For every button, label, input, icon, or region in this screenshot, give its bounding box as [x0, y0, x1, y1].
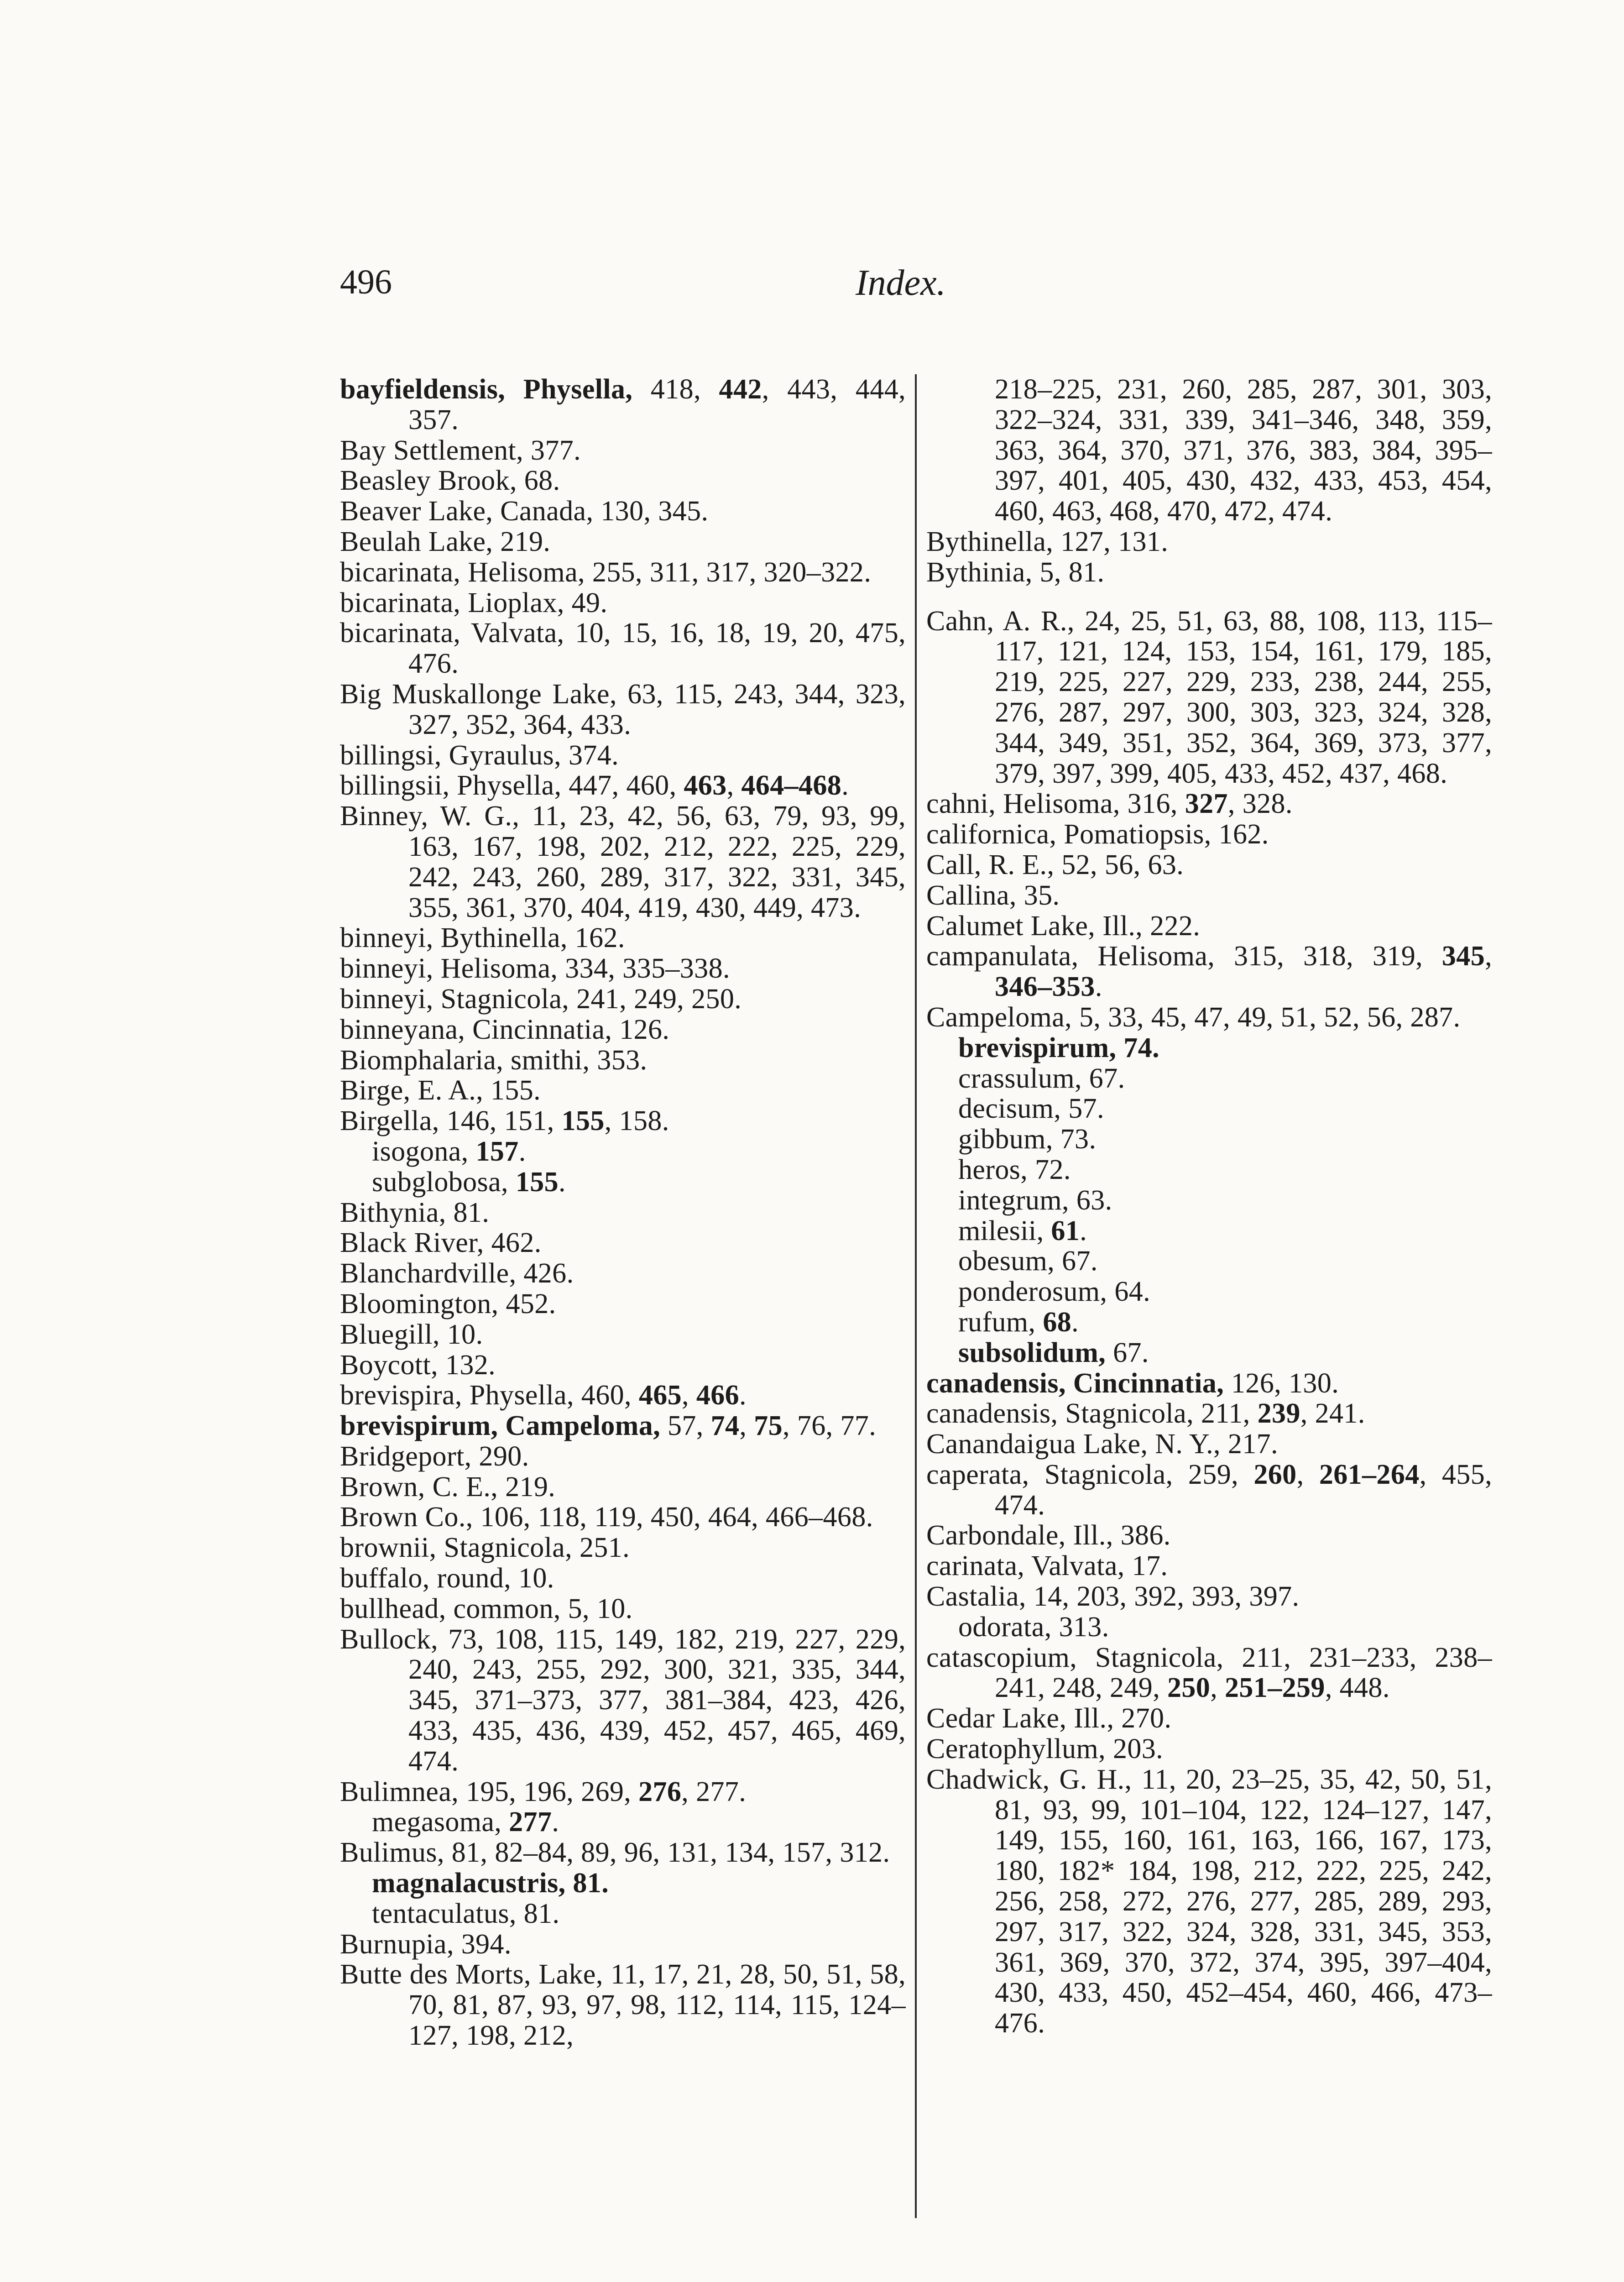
index-entry: [926, 911, 1492, 942]
index-text: Burnupia, 394.: [340, 1928, 512, 1960]
index-entry: [340, 618, 906, 679]
index-entry: [926, 557, 1492, 588]
index-entry: [340, 374, 906, 435]
index-text: , 158.: [604, 1105, 669, 1137]
index-text: Binney, W. G., 11, 23, 42, 56, 63, 79, 93, 99, 163, 167, 198, 202, 212, 222, 225, 229, 242, 243, 260, 289, 317, 322, 331, 345, 355, 361, 370, 404, 419, 430, 449, 473.: [340, 801, 906, 923]
index-entry: [340, 466, 906, 496]
index-entry: [926, 1643, 1492, 1704]
index-text: cahni, Helisoma, 316,: [926, 788, 1185, 820]
index-entry: [926, 374, 1492, 527]
index-entry: [340, 1258, 906, 1289]
index-entry: [340, 1929, 906, 1960]
index-text: ,: [726, 770, 742, 801]
index-text-bold: 345: [1441, 941, 1485, 972]
index-entry: [340, 1045, 906, 1076]
index-text: gibbum, 73.: [958, 1124, 1097, 1155]
index-text: , 277.: [681, 1776, 747, 1807]
index-text: Campeloma, 5, 33, 45, 47, 49, 51, 52, 56, 287.: [926, 1001, 1461, 1033]
page-header: [340, 262, 965, 313]
index-entry: [340, 1624, 906, 1777]
index-entry: [340, 740, 906, 771]
index-entry: [926, 789, 1492, 819]
index-entry: [340, 1594, 906, 1624]
index-text: caperata, Stagnicola, 259,: [926, 1459, 1254, 1490]
index-text: 218–225, 231, 260, 285, 287, 301, 303, 322–324, 331, 339, 341–346, 348, 359, 363, 364, 370, 371, 376, 383, 384, 395–397, 401, 405, 430, 432, 433, 453, 454, 460, 463, 468, 470, 472, 474.: [995, 374, 1492, 527]
index-text-bold: brevispirum, Campeloma,: [340, 1410, 661, 1442]
index-entry: [340, 1411, 906, 1441]
index-text: catascopium, Stagnicola, 211, 231–233, 238–241, 248, 249,: [926, 1642, 1492, 1704]
index-text-bold: 251–259: [1225, 1672, 1325, 1704]
index-subentry: [926, 1033, 1492, 1063]
index-entry: [926, 1581, 1492, 1612]
index-entry: [340, 1106, 906, 1136]
index-entry: [340, 1289, 906, 1319]
index-entry: [926, 819, 1492, 850]
index-text: campanulata, Helisoma, 315, 318, 319,: [926, 941, 1442, 972]
index-text-bold: bayfieldensis, Physella,: [340, 374, 633, 405]
index-entry: [926, 1460, 1492, 1521]
index-text-bold: 61: [1051, 1215, 1080, 1246]
index-subentry: [926, 1094, 1492, 1124]
index-entry: [340, 557, 906, 588]
index-text: Ceratophyllum, 203.: [926, 1733, 1164, 1765]
index-entry: [340, 1015, 906, 1045]
index-text-bold: 68: [1043, 1306, 1072, 1338]
index-entry: [926, 1764, 1492, 2039]
index-text: .: [739, 1380, 747, 1411]
index-text: Boycott, 132.: [340, 1349, 496, 1381]
index-entry: [340, 1441, 906, 1472]
index-text: carinata, Valvata, 17.: [926, 1550, 1168, 1582]
index-text: Chadwick, G. H., 11, 20, 23–25, 35, 42, 50, 51, 81, 93, 99, 101–104, 122, 124–127, 147, 149, 155, 160, 161, 163, 166, 167, 173, 180, 182* 184, 198, 212, 222, 225, 242, 256, 258, 272, 276, 277, 285, 289, 293, 297, 317, 322, 324, 328, 331, 345, 353, 361, 369, 370, 372, 374, 395, 397–404, 430, 433, 450, 452–454, 460, 466, 473–476.: [926, 1764, 1492, 2039]
index-text: , 76, 77.: [783, 1410, 877, 1442]
index-subentry: [340, 1136, 906, 1167]
index-entry: [926, 1429, 1492, 1460]
index-text: megasoma,: [372, 1806, 509, 1838]
index-subentry: [926, 1338, 1492, 1368]
index-text: Call, R. E., 52, 56, 63.: [926, 849, 1184, 880]
index-text: .: [841, 770, 849, 801]
index-text: ponderosum, 64.: [958, 1276, 1151, 1308]
index-text: Beulah Lake, 219.: [340, 526, 551, 557]
index-subentry: [926, 1307, 1492, 1338]
index-entry: [926, 941, 1492, 1002]
index-subentry: [340, 1868, 906, 1899]
index-entry: [926, 1520, 1492, 1551]
index-text: binneyana, Cincinnatia, 126.: [340, 1014, 670, 1045]
index-text: decisum, 57.: [958, 1093, 1104, 1125]
index-text: Bridgeport, 290.: [340, 1440, 529, 1472]
index-text: 57,: [660, 1410, 711, 1442]
index-subentry: [926, 1277, 1492, 1307]
index-entry: [340, 953, 906, 984]
index-text: Canandaigua Lake, N. Y., 217.: [926, 1429, 1278, 1460]
index-entry: [340, 679, 906, 740]
index-text: billingsii, Physella, 447, 460,: [340, 770, 684, 801]
index-text: Black River, 462.: [340, 1227, 542, 1259]
index-text: tentaculatus, 81.: [372, 1898, 560, 1929]
index-text: bicarinata, Helisoma, 255, 311, 317, 320–322.: [340, 556, 872, 588]
page-number: 496: [340, 263, 392, 301]
index-text-bold: 346–353: [995, 971, 1095, 1003]
index-column-left: [340, 374, 906, 2051]
index-entry: [340, 527, 906, 557]
index-text: , 448.: [1325, 1672, 1390, 1704]
index-text-bold: 155: [515, 1166, 559, 1198]
index-text: buffalo, round, 10.: [340, 1563, 554, 1594]
index-text-bold: 442: [719, 374, 762, 405]
index-entry: [926, 1703, 1492, 1734]
index-text-bold: canadensis, Cincinnatia,: [926, 1367, 1224, 1399]
index-text-bold: 157: [475, 1136, 519, 1167]
index-entry: [340, 1075, 906, 1106]
index-text-bold: 463: [684, 770, 727, 801]
index-entry: [926, 850, 1492, 880]
index-text: brownii, Stagnicola, 251.: [340, 1532, 630, 1564]
index-text: obesum, 67.: [958, 1246, 1098, 1277]
index-text: binneyi, Bythinella, 162.: [340, 922, 625, 954]
index-text-bold: 250: [1167, 1672, 1211, 1704]
index-entry: [340, 1228, 906, 1258]
index-entry: [340, 801, 906, 923]
index-entry: [926, 1734, 1492, 1764]
index-text-bold: 277: [509, 1806, 552, 1838]
index-text: .: [518, 1136, 526, 1167]
index-text-bold: brevispirum, 74.: [958, 1032, 1160, 1063]
index-entry: [340, 984, 906, 1015]
index-text: Blanchardville, 426.: [340, 1258, 574, 1289]
index-entry: [926, 880, 1492, 911]
index-text: odorata, 313.: [958, 1611, 1109, 1643]
index-text-bold: 239: [1257, 1398, 1300, 1429]
index-text: ,: [1485, 941, 1492, 972]
index-entry: [340, 923, 906, 953]
index-text: Birgella, 146, 151,: [340, 1105, 562, 1137]
index-entry: [340, 1380, 906, 1411]
index-text-bold: 260: [1253, 1459, 1297, 1490]
index-entry: [340, 1350, 906, 1381]
index-entry: [340, 1502, 906, 1533]
index-text: , 328.: [1227, 788, 1293, 820]
index-text-bold: 466: [696, 1380, 740, 1411]
index-entry: [926, 527, 1492, 557]
index-text-bold: subsolidum,: [958, 1337, 1113, 1368]
index-text: Beasley Brook, 68.: [340, 465, 560, 497]
index-text-bold: 276: [638, 1776, 682, 1807]
index-text: binneyi, Stagnicola, 241, 249, 250.: [340, 983, 742, 1015]
index-entry: [340, 435, 906, 466]
index-text: Butte des Morts, Lake, 11, 17, 21, 28, 50, 51, 58, 70, 81, 87, 93, 97, 98, 112, 114, 115, 124–127, 198, 212,: [340, 1959, 906, 2052]
index-text: canadensis, Stagnicola, 211,: [926, 1398, 1258, 1429]
index-subentry: [926, 1246, 1492, 1277]
index-text: Bulimnea, 195, 196, 269,: [340, 1776, 639, 1807]
index-text: .: [1071, 1306, 1079, 1338]
index-text: billingsi, Gyraulus, 374.: [340, 739, 619, 771]
index-text: , 443, 444, 357.: [408, 374, 906, 435]
index-subentry: [926, 1124, 1492, 1155]
column-divider: [915, 374, 917, 2218]
index-entry: [340, 1837, 906, 1868]
index-text: Beaver Lake, Canada, 130, 345.: [340, 496, 709, 527]
index-entry: [340, 1472, 906, 1502]
index-subentry: [340, 1899, 906, 1929]
index-text: 67.: [1113, 1337, 1149, 1368]
index-text: Bulimus, 81, 82–84, 89, 96, 131, 134, 157, 312.: [340, 1837, 890, 1869]
index-subentry: [926, 1185, 1492, 1216]
index-subentry: [926, 1612, 1492, 1643]
index-text: rufum,: [958, 1306, 1043, 1338]
index-text: ,: [739, 1410, 754, 1442]
index-text: Brown Co., 106, 118, 119, 450, 464, 466–468.: [340, 1502, 873, 1533]
index-text: brevispira, Physella, 460,: [340, 1380, 639, 1411]
index-text: Carbondale, Ill., 386.: [926, 1520, 1171, 1551]
index-text: Cahn, A. R., 24, 25, 51, 63, 88, 108, 113, 115–117, 121, 124, 153, 154, 161, 179, 185, 219, 225, 227, 229, 233, 238, 244, 255, 276, 287, 297, 300, 303, 323, 324, 328, 344, 349, 351, 352, 364, 369, 373, 377, 379, 397, 399, 405, 433, 452, 437, 468.: [926, 605, 1492, 789]
running-head: Index.: [856, 263, 946, 303]
index-text: Bluegill, 10.: [340, 1319, 483, 1350]
index-text-bold: 75: [754, 1410, 783, 1442]
index-text-bold: 465: [638, 1380, 682, 1411]
index-text: .: [1080, 1215, 1087, 1246]
index-text: .: [1095, 971, 1102, 1003]
index-text: integrum, 63.: [958, 1184, 1112, 1216]
index-text: Callina, 35.: [926, 879, 1060, 911]
index-subentry: [340, 1167, 906, 1198]
index-entry: [340, 1198, 906, 1228]
index-subentry: [926, 1063, 1492, 1094]
index-text: subglobosa,: [372, 1166, 516, 1198]
index-entry: [926, 1398, 1492, 1429]
index-text: Brown, C. E., 219.: [340, 1471, 556, 1502]
index-entry: [340, 1563, 906, 1594]
index-text: isogona,: [372, 1136, 476, 1167]
index-text: .: [552, 1806, 559, 1838]
index-text: Bloomington, 452.: [340, 1288, 556, 1319]
index-entry: [340, 496, 906, 527]
index-text: binneyi, Helisoma, 334, 335–338.: [340, 953, 730, 984]
index-text: ,: [1210, 1672, 1225, 1704]
index-entry: [340, 1777, 906, 1807]
index-text: ,: [1296, 1459, 1319, 1490]
index-subentry: [926, 1155, 1492, 1185]
index-text: , 455, 474.: [995, 1459, 1492, 1521]
index-text-bold: magnalacustris, 81.: [372, 1868, 609, 1899]
index-text: Bythinia, 5, 81.: [926, 556, 1105, 588]
index-text: Castalia, 14, 203, 392, 393, 397.: [926, 1581, 1300, 1612]
index-entry: [340, 588, 906, 618]
index-text: , 241.: [1300, 1398, 1365, 1429]
index-entry: [340, 1533, 906, 1563]
index-text: Bythinella, 127, 131.: [926, 526, 1169, 557]
index-entry: [926, 1368, 1492, 1399]
index-text: bullhead, common, 5, 10.: [340, 1593, 633, 1624]
index-text: 126, 130.: [1224, 1367, 1339, 1399]
index-subentry: [926, 1216, 1492, 1246]
index-entry: [926, 1551, 1492, 1581]
index-text: Cedar Lake, Ill., 270.: [926, 1703, 1172, 1734]
index-text: ,: [682, 1380, 696, 1411]
index-text-bold: 155: [561, 1105, 605, 1137]
index-text-bold: 464–468: [741, 770, 842, 801]
index-text: Big Muskallonge Lake, 63, 115, 243, 344, 323, 327, 352, 364, 433.: [340, 678, 906, 740]
index-text: Bithynia, 81.: [340, 1197, 490, 1228]
index-text: bicarinata, Lioplax, 49.: [340, 587, 608, 618]
index-entry: [926, 606, 1492, 789]
index-text: 418,: [632, 374, 719, 405]
index-text: heros, 72.: [958, 1154, 1071, 1185]
index-text: Calumet Lake, Ill., 222.: [926, 910, 1201, 942]
index-entry: [340, 770, 906, 801]
index-text: californica, Pomatiopsis, 162.: [926, 819, 1269, 850]
index-text: Bullock, 73, 108, 115, 149, 182, 219, 227, 229, 240, 243, 255, 292, 300, 321, 335, 344, 345, 371–373, 377, 381–384, 423, 426, 433, 435, 436, 439, 452, 457, 465, 469, 474.: [340, 1623, 906, 1777]
index-subentry: [340, 1807, 906, 1837]
index-text: Bay Settlement, 377.: [340, 434, 581, 466]
index-entry: [340, 1319, 906, 1350]
index-text: .: [559, 1166, 566, 1198]
index-text: crassulum, 67.: [958, 1062, 1125, 1094]
index-text: Biomphalaria, smithi, 353.: [340, 1044, 648, 1076]
index-text-bold: 261–264: [1319, 1459, 1420, 1490]
index-column-right: [926, 374, 1492, 2039]
index-text: bicarinata, Valvata, 10, 15, 16, 18, 19, 20, 475, 476.: [340, 618, 906, 680]
index-text: Birge, E. A., 155.: [340, 1075, 541, 1106]
index-entry: [926, 1002, 1492, 1033]
index-text: milesii,: [958, 1215, 1051, 1246]
index-text-bold: 74: [710, 1410, 740, 1442]
index-entry: [340, 1959, 906, 2051]
index-text-bold: 327: [1185, 788, 1228, 820]
